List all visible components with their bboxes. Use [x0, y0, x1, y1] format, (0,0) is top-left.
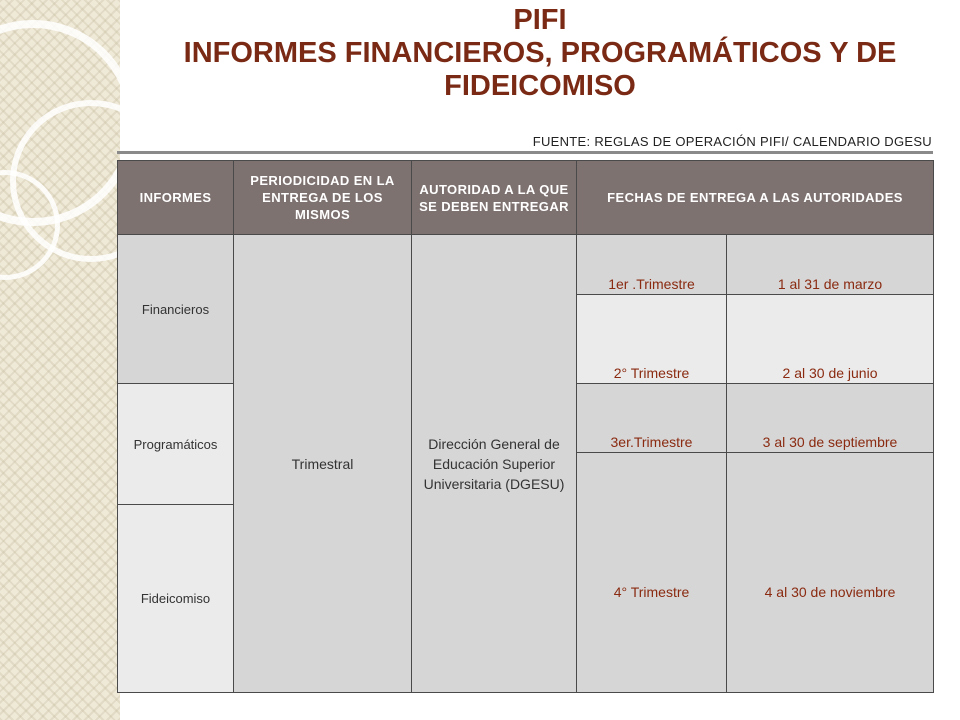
cell-trimestre-2: 2° Trimestre: [577, 295, 727, 384]
cell-informe-financieros: Financieros: [118, 235, 234, 384]
cell-fecha-3: 3 al 30 de septiembre: [727, 384, 934, 453]
cell-trimestre-1: 1er .Trimestre: [577, 235, 727, 295]
cell-informe-fideicomiso: Fideicomiso: [118, 505, 234, 693]
header-autoridad: AUTORIDAD A LA QUE SE DEBEN ENTREGAR: [412, 161, 577, 235]
header-fechas: FECHAS DE ENTREGA A LAS AUTORIDADES: [577, 161, 934, 235]
reports-table: [117, 160, 934, 693]
title-line-3: FIDEICOMISO: [444, 70, 636, 102]
decorative-side-panel: [0, 0, 120, 720]
source-note: FUENTE: REGLAS DE OPERACIÓN PIFI/ CALENDARIO DGESU: [532, 134, 932, 149]
divider: [117, 151, 933, 154]
header-periodicidad: PERIODICIDAD EN LA ENTREGA DE LOS MISMOS: [234, 161, 412, 235]
header-informes: INFORMES: [118, 161, 234, 235]
cell-fecha-1: 1 al 31 de marzo: [727, 235, 934, 295]
table-header-row: [118, 161, 934, 235]
table-row: [118, 235, 934, 295]
cell-informe-programaticos: Programáticos: [118, 384, 234, 505]
cell-fecha-4: 4 al 30 de noviembre: [727, 453, 934, 693]
page-title: [120, 4, 960, 103]
title-line-2: INFORMES FINANCIEROS, PROGRAMÁTICOS Y DE: [183, 37, 897, 69]
cell-periodicidad: Trimestral: [234, 235, 412, 693]
title-line-1: PIFI: [513, 4, 567, 36]
cell-autoridad: Dirección General de Educación Superior Universitaria (DGESU): [412, 235, 577, 693]
cell-trimestre-4: 4° Trimestre: [577, 453, 727, 693]
cell-trimestre-3: 3er.Trimestre: [577, 384, 727, 453]
cell-fecha-2: 2 al 30 de junio: [727, 295, 934, 384]
